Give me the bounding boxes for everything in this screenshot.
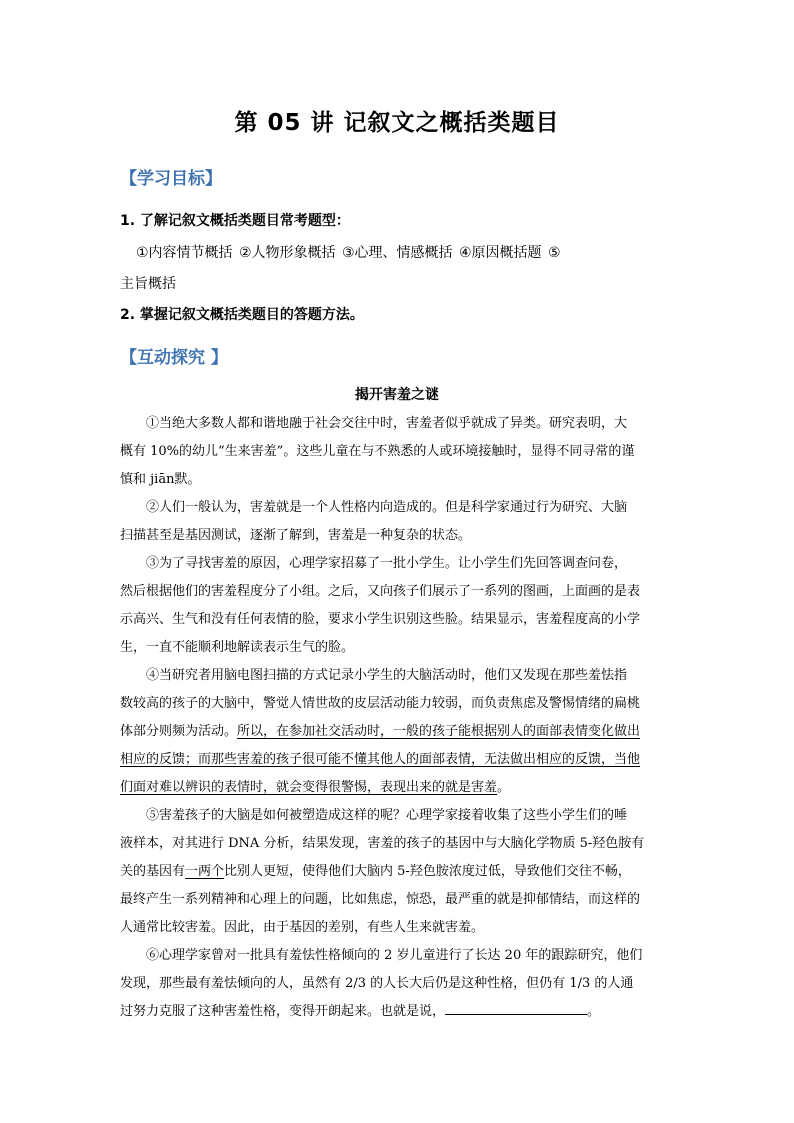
- p3-line-3: 示高兴、生气和没有任何表情的脸，要求小学生识别这些脸。结果显示，害羞程度高的小学: [120, 612, 641, 627]
- p4-underlined-sentence-end: 们面对难以辨识的表情时，就会变得很警惕，表现出来的就是害羞: [120, 780, 498, 795]
- p4-underlined-sentence-start: 所以，在参加社交活动时，一般的孩子能根据别人的面部表情变化做出: [237, 724, 641, 739]
- p4-line-4: [120, 748, 673, 767]
- p2-line-1: ②人们一般认为，害羞就是一个人性格内向造成的。但是科学家通过行为研究、大脑: [146, 500, 628, 515]
- p5-line-2: 液样本，对其进行 DNA 分析，结果发现，害羞的孩子的基因中与大脑化学物质 5-羟色胺有: [120, 836, 645, 851]
- p5-line-4: 最终产生一系列精神和心理上的问题，比如焦虑，惊恐，最严重的就是抑郁情结，而这样的: [120, 892, 641, 907]
- p6-line-3-text: 过努力克服了这种害羞性格，变得开朗起来。也就是说，: [120, 1004, 446, 1019]
- p4-line-5: [120, 776, 673, 795]
- p6-line-1: ⑥心理学家曾对一批具有羞怯性格倾向的 2 岁儿童进行了长达 20 年的跟踪研究，他们: [146, 948, 643, 963]
- p1-line-3: 慎和 jiān默。: [120, 472, 201, 487]
- p4-line-3-text: 体部分则频为活动。: [120, 724, 238, 739]
- p4-line-2: 数较高的孩子的大脑中，警觉人情世故的皮层活动能力较弱，而负责焦虑及警惕情绪的扁桃: [120, 696, 641, 711]
- goal-types-line-1: ①内容情节概括 ②人物形象概括 ③心理、情感概括 ④原因概括题 ⑤: [136, 245, 561, 261]
- p3-line-4: 生，一直不能顺利地解读表示生气的脸。: [120, 640, 355, 655]
- p4-line-1: ④当研究者用脑电图扫描的方式记录小学生的大脑活动时，他们又发现在那些羞怯指: [146, 668, 628, 683]
- section-heading-explore: 【互动探究 】: [120, 348, 228, 368]
- article-title: 揭开害羞之谜: [355, 387, 439, 403]
- p4-underlined-sentence-middle: 相应的反馈；而那些害羞的孩子很可能不懂其他人的面部表情，无法做出相应的反馈，当他: [120, 752, 641, 767]
- p6-line-3-period: 。: [587, 1004, 601, 1019]
- goal-item-1: 1. 了解记叙文概括类题目常考题型：: [120, 213, 350, 229]
- p3-line-1: ③为了寻找害羞的原因，心理学家招募了一批小学生。让小学生们先回答调查问卷，: [146, 556, 628, 571]
- section-heading-goals: 【学习目标】: [120, 169, 222, 189]
- lesson-title: 第 05 讲 记叙文之概括类题目: [234, 110, 560, 136]
- p3-line-2: 然后根据他们的害羞程度分了小组。之后，又向孩子们展示了一系列的图画，上面画的是表: [120, 584, 641, 599]
- p1-line-1: ①当绝大多数人都和谐地融于社会交往中时，害羞者似乎就成了异类。研究表明，大: [146, 416, 628, 431]
- goal-types-line-2: 主旨概括: [120, 276, 176, 292]
- p2-line-2: 扫描甚至是基因测试，逐渐了解到，害羞是一种复杂的状态。: [120, 528, 472, 543]
- p5-line-3-a: 关的基因有: [120, 864, 186, 879]
- p5-underlined-phrase: 一两个: [185, 864, 225, 879]
- p6-line-2: 发现，那些最有羞怯倾向的人，虽然有 2/3 的人长大后仍是这种性格，但仍有 1/3 的人通: [120, 976, 634, 991]
- p5-line-3: [120, 860, 673, 879]
- p5-line-5: 人通常比较害羞。因此，由于基因的差别，有些人生来就害羞。: [120, 920, 485, 935]
- p1-line-2: 概有 10%的幼儿“生来害羞”。这些儿童在与不熟悉的人或环境接触时，显得不同寻常的谨: [120, 444, 635, 459]
- p5-line-1: ⑤害羞孩子的大脑是如何被塑造成这样的呢？心理学家接着收集了这些小学生们的唾: [146, 808, 628, 823]
- answer-blank[interactable]: [445, 1002, 587, 1015]
- p6-line-3: [120, 1000, 673, 1019]
- p5-line-3-b: 比别人更短，使得他们大脑内 5-羟色胺浓度过低，导致他们交往不畅，: [224, 864, 631, 879]
- goal-item-2: 2. 掌握记叙文概括类题目的答题方法。: [120, 307, 364, 323]
- p4-line-3: [120, 720, 673, 739]
- p4-line-5-period: 。: [497, 780, 511, 795]
